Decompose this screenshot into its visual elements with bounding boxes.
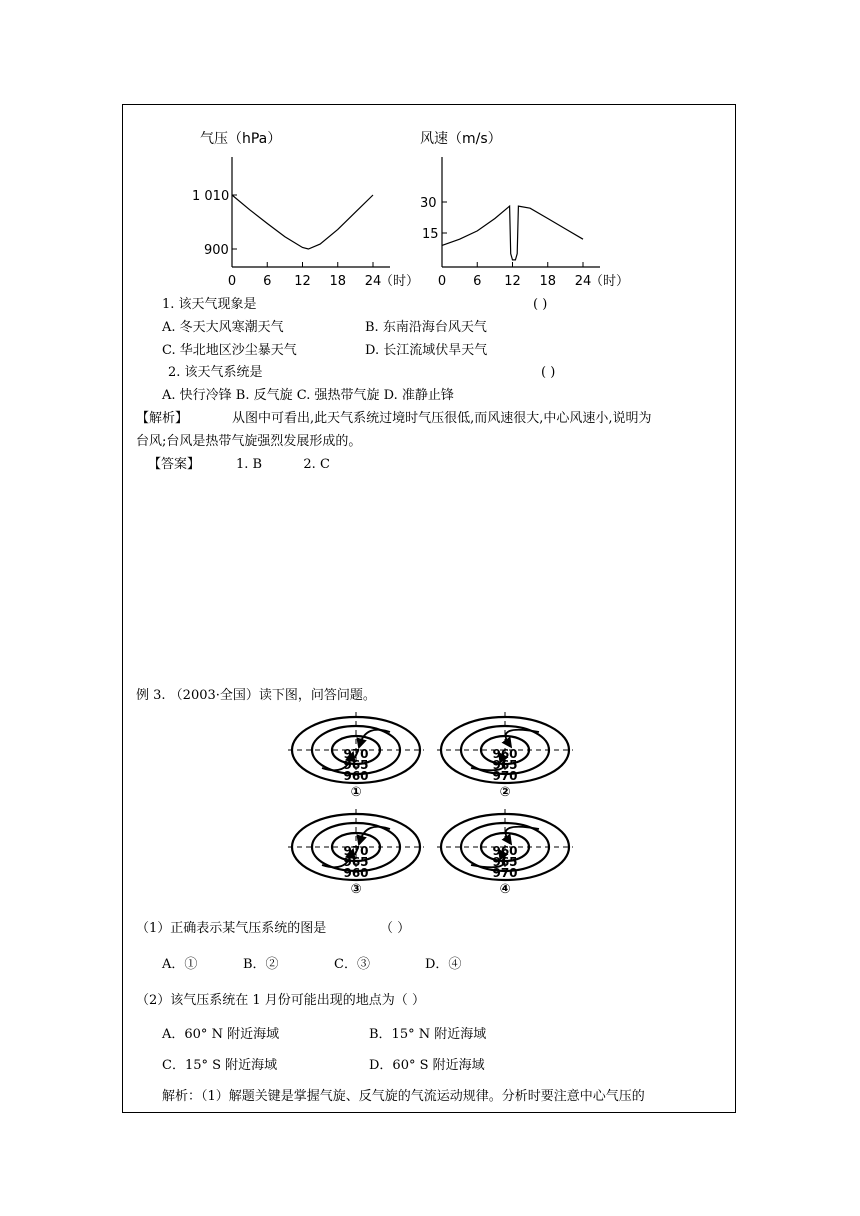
wind-x-unit: （时）: [590, 274, 630, 289]
isobar-label: 960: [492, 844, 518, 858]
ex3-q2-option-d: D．60° S 附近海域: [369, 1058, 485, 1073]
pressure-xtick-label: 6: [263, 274, 272, 289]
wind-xtick-label: 0: [437, 274, 447, 289]
diagram-number: ①: [350, 785, 362, 800]
wind-xtick-label: 24: [574, 274, 592, 289]
wind-xtick-label: 18: [539, 274, 557, 289]
q2-options: A. 快行冷锋 B. 反气旋 C. 强热带气旋 D. 准静止锋: [162, 388, 454, 403]
pressure-series-line: [232, 195, 373, 249]
isobar-label: 970: [343, 844, 369, 858]
isobar-label: 970: [492, 866, 518, 880]
wind-ytick-30: 30: [420, 196, 437, 211]
pressure-diagram-1: [288, 712, 424, 800]
pressure-x-unit: （时）: [380, 274, 420, 289]
answer-text: 1. B 2. C: [236, 457, 330, 472]
pressure-diagram-2: [437, 712, 573, 800]
isobar-label: 965: [492, 855, 518, 869]
wind-ytick-15: 15: [422, 227, 439, 242]
pressure-ytick-900: 900: [204, 243, 229, 258]
diagram-number: ③: [350, 882, 362, 897]
analysis-line-2: 台风;台风是热带气旋强烈发展形成的。: [136, 434, 362, 449]
ex3-q1-bracket: （ ）: [380, 921, 411, 936]
wind-chart: [410, 125, 640, 300]
pressure-chart: [190, 125, 420, 300]
q2-stem: 2. 该天气系统是: [168, 365, 263, 380]
pressure-diagram-3: [288, 809, 424, 897]
q1-bracket: ( ): [533, 297, 548, 312]
q1-option-a: A. 冬天大风寒潮天气: [162, 320, 284, 335]
wind-xtick-label: 12: [504, 274, 521, 289]
isobar-label: 965: [492, 758, 518, 772]
isobar-label: 965: [343, 758, 369, 772]
pressure-diagram-4: [437, 809, 573, 897]
wind-series-line: [442, 206, 583, 260]
isobar-label: 960: [343, 769, 369, 783]
isobar-label: 970: [492, 769, 518, 783]
ex3-q1-option-b: B．②: [243, 957, 279, 972]
ex3-q2-option-b: B．15° N 附近海域: [369, 1027, 487, 1042]
cyclone-diagrams: [288, 710, 578, 910]
wind-xtick-label: 6: [473, 274, 482, 289]
ex3-q1-option-d: D．④: [425, 957, 462, 972]
ex3-analysis: 解析：（1）解题关键是掌握气旋、反气旋的气流运动规律。分析时要注意中心气压的: [162, 1089, 645, 1104]
analysis-line-1: 从图中可看出,此天气系统过境时气压很低,而风速很大,中心风速小,说明为: [232, 411, 652, 426]
pressure-xtick-label: 12: [294, 274, 311, 289]
q1-option-b: B. 东南沿海台风天气: [365, 320, 487, 335]
isobar-label: 965: [343, 855, 369, 869]
pressure-xtick-label: 18: [329, 274, 347, 289]
pressure-ytick-1010: 1 010: [192, 189, 230, 204]
pressure-xtick-label: 24: [364, 274, 382, 289]
ex3-q1-option-c: C．③: [334, 957, 370, 972]
diagram-number: ④: [499, 882, 511, 897]
isobar-label: 960: [343, 866, 369, 880]
ex3-q2-option-c: C．15° S 附近海域: [162, 1058, 278, 1073]
q1-stem: 1. 该天气现象是: [162, 297, 257, 312]
example3-title: 例 3. （2003·全国）读下图，问答问题。: [136, 688, 376, 703]
q1-option-c: C. 华北地区沙尘暴天气: [162, 343, 297, 358]
pressure-ylabel: 气压（hPa）: [200, 131, 282, 147]
wind-ylabel: 风速（m/s）: [420, 131, 502, 147]
ex3-q2: （2）该气压系统在 1 月份可能出现的地点为（ ）: [136, 993, 425, 1008]
q1-option-d: D. 长江流域伏旱天气: [365, 343, 488, 358]
ex3-q1: （1）正确表示某气压系统的图是: [136, 921, 327, 936]
q2-bracket: ( ): [541, 365, 556, 380]
diagram-number: ②: [499, 785, 511, 800]
analysis-label: 【解析】: [136, 411, 189, 426]
ex3-q2-option-a: A．60° N 附近海域: [162, 1027, 280, 1042]
ex3-q1-option-a: A．①: [162, 957, 198, 972]
isobar-label: 960: [492, 747, 518, 761]
isobar-label: 970: [343, 747, 369, 761]
answer-label: 【答案】: [148, 457, 201, 472]
pressure-xtick-label: 0: [227, 274, 237, 289]
